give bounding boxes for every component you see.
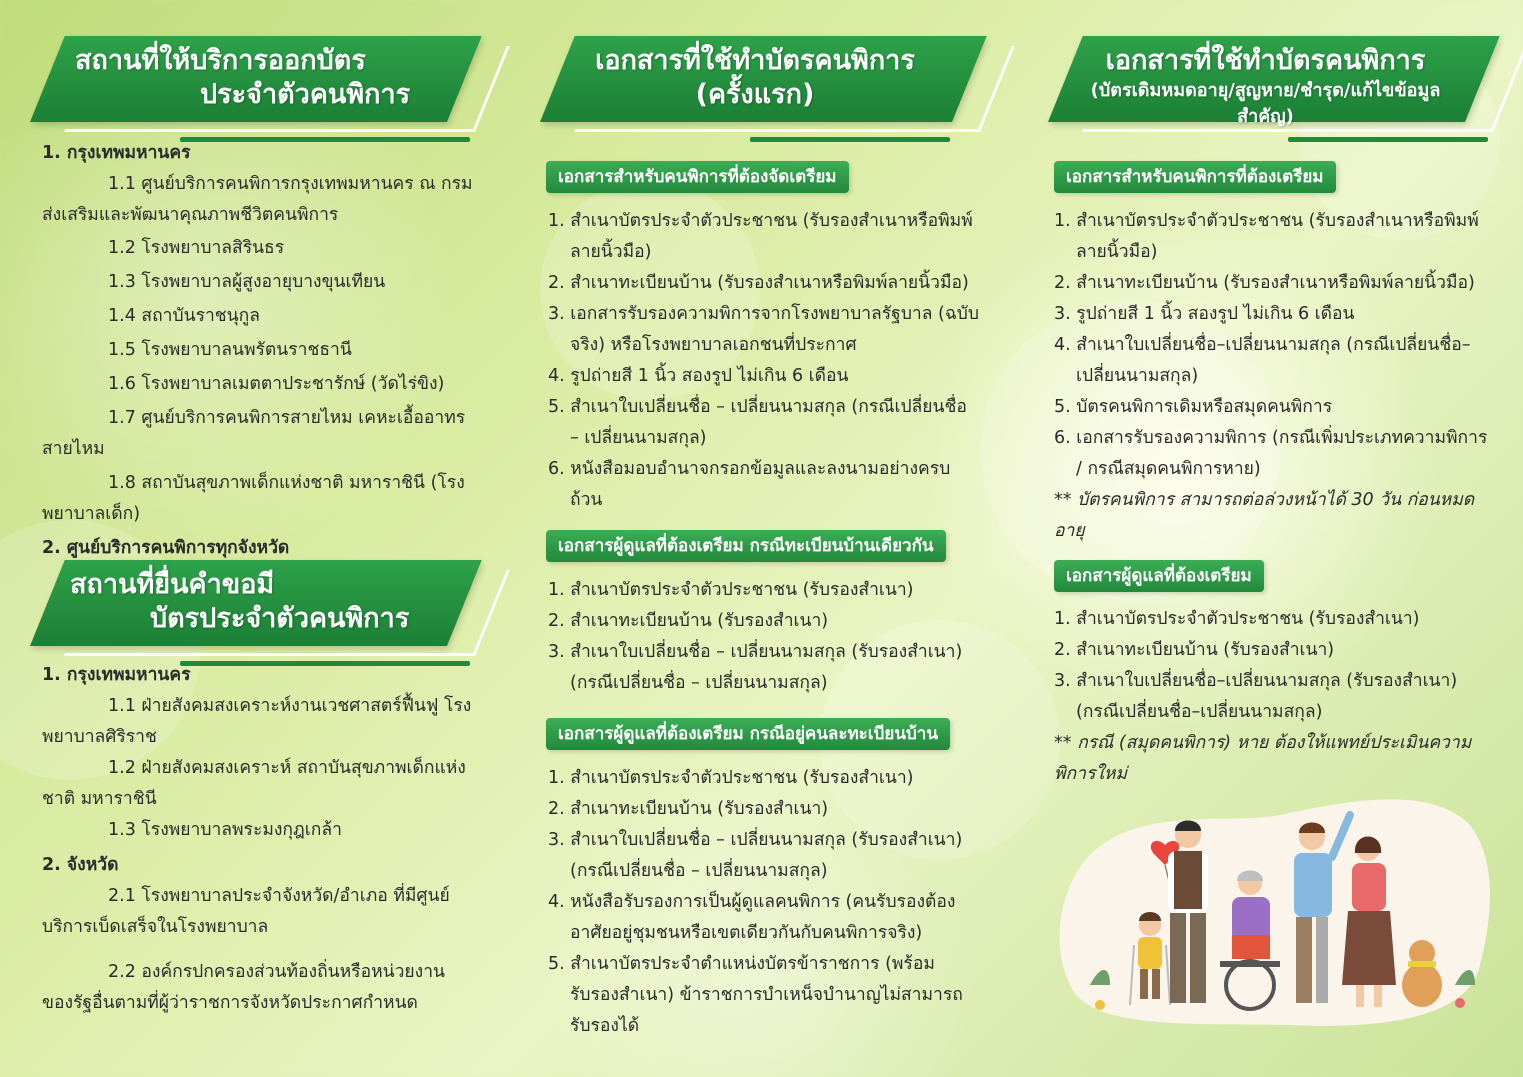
list-heading: 1. กรุงเทพมหานคร xyxy=(42,665,191,685)
caregiver-different-house-list xyxy=(548,763,980,1042)
list-item: 2. สำเนาทะเบียนบ้าน (รับรองสำเนา) xyxy=(548,799,829,819)
section-label-disabled-docs: เอกสารสำหรับคนพิการที่ต้องจัดเตรียม xyxy=(546,161,849,193)
list-item: 1.3 โรงพยาบาลพระมงกุฎเกล้า xyxy=(108,820,342,840)
service-locations-list xyxy=(42,138,474,564)
application-locations-list xyxy=(42,660,474,1019)
list-heading: 1. กรุงเทพมหานคร xyxy=(42,143,191,163)
banner-line1: สถานที่ยื่นคำขอมี xyxy=(70,569,275,600)
banner-line2: ประจำตัวคนพิการ xyxy=(200,79,411,110)
banner-line2: (ครั้งแรก) xyxy=(695,79,815,110)
first-time-disabled-docs-list xyxy=(548,206,980,516)
list-heading: 2. ศูนย์บริการคนพิการทุกจังหวัด xyxy=(42,538,290,558)
list-item: 2. สำเนาทะเบียนบ้าน (รับรองสำเนาหรือพิมพ์ลายนิ้วมือ) xyxy=(548,273,969,293)
banner-line2: (บัตรเดิมหมดอายุ/สูญหาย/ชำรุด/แก้ไขข้อมูลสำคัญ) xyxy=(1090,80,1441,127)
list-item: 1.5 โรงพยาบาลนพรัตนราชธานี xyxy=(108,340,352,360)
list-item: 2. สำเนาทะเบียนบ้าน (รับรองสำเนาหรือพิมพ์ลายนิ้วมือ) xyxy=(1054,273,1475,293)
list-item: 1.2 ฝ่ายสังคมสงเคราะห์ สถาบันสุขภาพเด็กแห่งชาติ มหาราชินี xyxy=(42,758,466,809)
list-item: 2. สำเนาทะเบียนบ้าน (รับรองสำเนา) xyxy=(548,611,829,631)
renewal-caregiver-docs-list xyxy=(1054,604,1490,790)
list-item: 1. สำเนาบัตรประจำตัวประชาชน (รับรองสำเนาหรือพิมพ์ลายนิ้วมือ) xyxy=(548,211,973,262)
section-label-caregiver-same-house: เอกสารผู้ดูแลที่ต้องเตรียม กรณีทะเบียนบ้านเดียวกัน xyxy=(546,530,946,562)
list-item: 6. เอกสารรับรองความพิการ (กรณีเพิ่มประเภทความพิการ / กรณีสมุดคนพิการหาย) xyxy=(1054,428,1488,479)
list-item: 3. เอกสารรับรองความพิการจากโรงพยาบาลรัฐบาล (ฉบับจริง) หรือโรงพยาบาลเอกชนที่ประกาศ xyxy=(548,304,980,355)
list-item: 1. สำเนาบัตรประจำตัวประชาชน (รับรองสำเนา) xyxy=(548,580,914,600)
caregiver-same-house-list xyxy=(548,575,980,699)
list-item: 4. หนังสือรับรองการเป็นผู้ดูแลคนพิการ (คนรับรองต้องอาศัยอยู่ชุมชนหรือเขตเดียวกันกับคนพิการจริง) xyxy=(548,892,956,943)
banner-line2: บัตรประจำตัวคนพิการ xyxy=(150,603,410,634)
list-item: 1.4 สถาบันราชนุกูล xyxy=(108,306,260,326)
list-item: 1.7 ศูนย์บริการคนพิการสายไหม เคหะเอื้ออาทร สายไหม xyxy=(42,408,466,459)
list-item: 2.2 องค์กรปกครองส่วนท้องถิ่นหรือหน่วยงานของรัฐอื่นตามที่ผู้ว่าราชการจังหวัดประกาศกำหนด xyxy=(42,962,445,1013)
renewal-disabled-docs-list xyxy=(1054,206,1490,547)
list-item: 3. สำเนาใบเปลี่ยนชื่อ – เปลี่ยนนามสกุล (รับรองสำเนา) (กรณีเปลี่ยนชื่อ – เปลี่ยนนามสกุล) xyxy=(548,642,963,693)
list-item: 5. สำเนาใบเปลี่ยนชื่อ – เปลี่ยนนามสกุล (กรณีเปลี่ยนชื่อ – เปลี่ยนนามสกุล) xyxy=(548,397,967,448)
banner-line1: เอกสารที่ใช้ทำบัตรคนพิการ xyxy=(1105,45,1426,76)
list-heading: 2. จังหวัด xyxy=(42,855,119,875)
list-item: 4. สำเนาใบเปลี่ยนชื่อ–เปลี่ยนนามสกุล (กรณีเปลี่ยนชื่อ–เปลี่ยนนามสกุล) xyxy=(1054,335,1471,386)
list-item: 2. สำเนาทะเบียนบ้าน (รับรองสำเนา) xyxy=(1054,640,1335,660)
section-label-caregiver-docs: เอกสารผู้ดูแลที่ต้องเตรียม xyxy=(1054,560,1264,592)
list-item: 5. สำเนาบัตรประจำตำแหน่งบัตรข้าราชการ (พร้อมรับรองสำเนา) ข้าราชการบำเหน็จบำนาญไม่สามารถรับรองได้ xyxy=(548,954,963,1036)
banner-line1: สถานที่ให้บริการออกบัตร xyxy=(75,45,366,76)
banner-service-locations xyxy=(30,36,475,122)
list-item: 1.2 โรงพยาบาลสิรินธร xyxy=(108,238,285,258)
list-item: 6. หนังสือมอบอำนาจกรอกข้อมูลและลงนามอย่างครบถ้วน xyxy=(548,459,951,510)
list-item: 1. สำเนาบัตรประจำตัวประชาชน (รับรองสำเนา) xyxy=(548,768,914,788)
list-item: 1. สำเนาบัตรประจำตัวประชาชน (รับรองสำเนา) xyxy=(1054,609,1420,629)
renewal-note: ** บัตรคนพิการ สามารถต่อล่วงหน้าได้ 30 วัน ก่อนหมดอายุ xyxy=(1054,490,1475,541)
list-item: 1. สำเนาบัตรประจำตัวประชาชน (รับรองสำเนาหรือพิมพ์ลายนิ้วมือ) xyxy=(1054,211,1479,262)
section-label-disabled-docs: เอกสารสำหรับคนพิการที่ต้องเตรียม xyxy=(1054,161,1336,193)
list-item: 3. สำเนาใบเปลี่ยนชื่อ – เปลี่ยนนามสกุล (รับรองสำเนา) (กรณีเปลี่ยนชื่อ – เปลี่ยนนามสกุล) xyxy=(548,830,963,881)
list-item: 1.1 ฝ่ายสังคมสงเคราะห์งานเวชศาสตร์ฟื้นฟู โรงพยาบาลศิริราช xyxy=(42,696,472,747)
banner-line1: เอกสารที่ใช้ทำบัตรคนพิการ xyxy=(595,45,915,76)
list-item: 5. บัตรคนพิการเดิมหรือสมุดคนพิการ xyxy=(1054,397,1333,417)
list-item: 1.1 ศูนย์บริการคนพิการกรุงเทพมหานคร ณ กรมส่งเสริมและพัฒนาคุณภาพชีวิตคนพิการ xyxy=(42,174,473,225)
banner-application-locations xyxy=(30,560,475,646)
lost-book-note: ** กรณี (สมุดคนพิการ) หาย ต้องให้แพทย์ประเมินความพิการใหม่ xyxy=(1054,733,1472,784)
banner-renewal-documents xyxy=(1048,36,1493,127)
family-illustration xyxy=(1050,785,1495,1030)
list-item: 3. สำเนาใบเปลี่ยนชื่อ–เปลี่ยนนามสกุล (รับรองสำเนา) (กรณีเปลี่ยนชื่อ–เปลี่ยนนามสกุล) xyxy=(1054,671,1458,722)
list-item: 3. รูปถ่ายสี 1 นิ้ว สองรูป ไม่เกิน 6 เดือน xyxy=(1054,304,1355,324)
list-item: 1.6 โรงพยาบาลเมตตาประชารักษ์ (วัดไร่ขิง) xyxy=(108,374,445,394)
banner-first-time-documents xyxy=(540,36,980,122)
list-item: 1.8 สถาบันสุขภาพเด็กแห่งชาติ มหาราชินี (โรงพยาบาลเด็ก) xyxy=(42,473,465,524)
list-item: 1.3 โรงพยาบาลผู้สูงอายุบางขุนเทียน xyxy=(108,272,386,292)
list-item: 4. รูปถ่ายสี 1 นิ้ว สองรูป ไม่เกิน 6 เดือน xyxy=(548,366,849,386)
section-label-caregiver-different-house: เอกสารผู้ดูแลที่ต้องเตรียม กรณีอยู่คนละทะเบียนบ้าน xyxy=(546,718,950,750)
list-item: 2.1 โรงพยาบาลประจำจังหวัด/อำเภอ ที่มีศูนย์บริการเบ็ดเสร็จในโรงพยาบาล xyxy=(42,886,450,937)
